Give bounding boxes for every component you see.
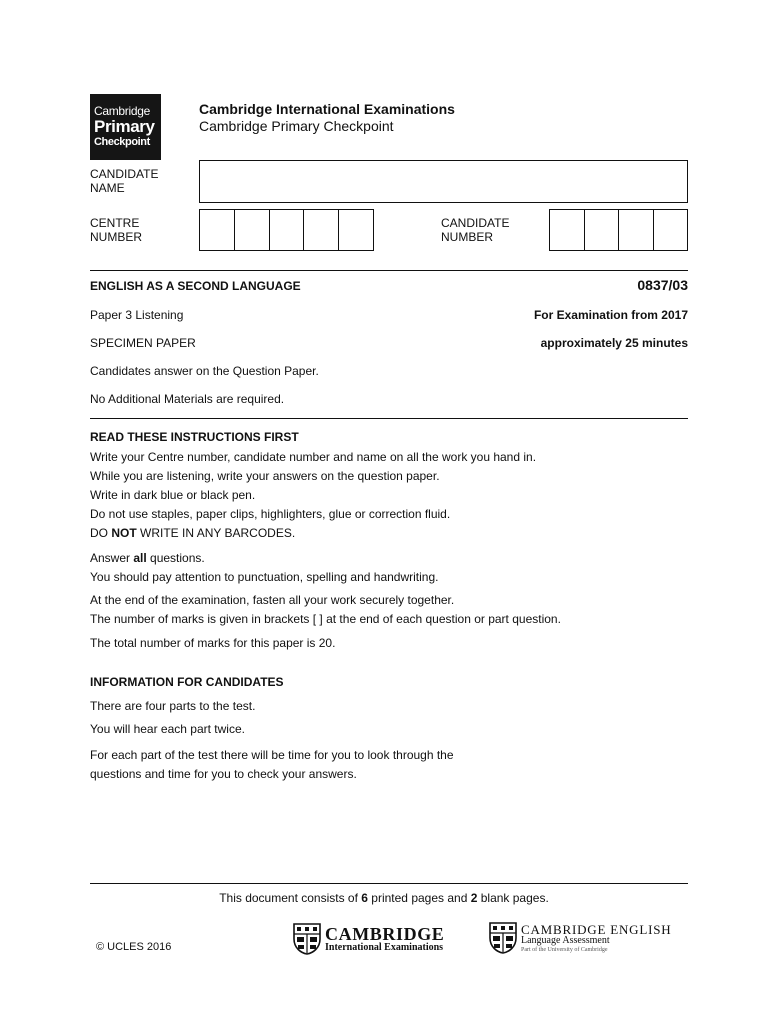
subject-title: ENGLISH AS A SECOND LANGUAGE [90,279,301,293]
divider [90,418,688,419]
instruction-line: The number of marks is given in brackets [ ] at the end of each question or part question. [90,612,561,626]
instruction-text: questions. [146,551,205,565]
logo-line-3: Checkpoint [94,136,150,148]
cambridge-english-wordmark-sub: Language Assessment [521,935,610,947]
shield-crest-icon [489,922,517,954]
instructions-block-2 [90,549,438,587]
centre-number-label [90,216,142,244]
instruction-line: You should pay attention to punctuation, spelling and handwriting. [90,570,439,584]
information-line: You will hear each part twice. [90,722,245,736]
candidate-number-digit-box[interactable] [550,210,585,250]
instructions-block-1 [90,448,536,543]
materials-note: No Additional Materials are required. [90,392,285,406]
candidate-name-label [90,167,158,195]
instructions-heading: READ THESE INSTRUCTIONS FIRST [90,430,299,444]
cambridge-english-wordmark: CAMBRIDGE ENGLISH [521,921,672,937]
centre-number-digit-box[interactable] [270,210,305,250]
shield-crest-icon [293,923,321,955]
copyright: © UCLES 2016 [96,941,172,953]
syllabus-code: 0837/03 [637,277,688,293]
divider [90,883,688,884]
cambridge-wordmark-sub: International Examinations [325,942,444,953]
information-line: There are four parts to the test. [90,699,256,713]
instruction-line [90,524,536,543]
paper-type: SPECIMEN PAPER [90,336,196,350]
paper-name: Paper 3 Listening [90,308,184,322]
page-count-note [0,891,768,905]
information-line: For each part of the test there will be time for you to look through the [90,748,454,762]
candidate-number-field[interactable] [549,209,688,251]
note-text: This document consists of [219,891,362,905]
candidate-number-digit-box[interactable] [619,210,654,250]
candidate-number-label-line-2: NUMBER [441,230,494,244]
organisation-subtitle: Cambridge Primary Checkpoint [199,118,394,134]
information-line: questions and time for you to check your answers. [90,767,357,781]
answer-on-note: Candidates answer on the Question Paper. [90,364,319,378]
instructions-block-4 [90,634,335,653]
centre-number-label-line-2: NUMBER [90,230,143,244]
instruction-line: At the end of the examination, fasten all your work securely together. [90,593,455,607]
duration: approximately 25 minutes [540,336,688,350]
candidate-name-label-line-2: NAME [90,181,125,195]
centre-number-field[interactable] [199,209,374,251]
instruction-line: Write your Centre number, candidate number and name on all the work you hand in. [90,450,537,464]
cambridge-international-logo [293,923,444,955]
note-text: blank pages. [477,891,549,905]
instruction-line: Do not use staples, paper clips, highlighters, glue or correction fluid. [90,507,451,521]
centre-number-digit-box[interactable] [339,210,373,250]
candidate-number-label [441,216,509,244]
instruction-emphasis: all [133,551,147,565]
candidate-number-digit-box[interactable] [585,210,620,250]
logo-line-2: Primary [94,117,155,136]
organisation-title: Cambridge International Examinations [199,101,455,117]
exam-from: For Examination from 2017 [533,308,688,322]
instruction-line: The total number of marks for this paper is 20. [90,636,336,650]
centre-number-digit-box[interactable] [200,210,235,250]
instruction-emphasis: NOT [111,526,137,540]
instruction-text: DO [90,526,112,540]
blank-page-count: 2 [470,891,478,905]
cambridge-primary-checkpoint-logo [90,94,161,160]
cambridge-english-logo [489,922,671,954]
candidate-name-field[interactable] [199,160,688,203]
cambridge-wordmark: CAMBRIDGE [325,924,445,944]
divider [90,270,688,271]
instruction-text: WRITE IN ANY BARCODES. [136,526,296,540]
information-heading: INFORMATION FOR CANDIDATES [90,675,284,689]
centre-number-digit-box[interactable] [304,210,339,250]
instruction-line: While you are listening, write your answers on the question paper. [90,469,440,483]
note-text: printed pages and [367,891,471,905]
centre-number-label-line-1: CENTRE [90,216,140,230]
logo-line-1: Cambridge [94,104,150,118]
instruction-text: Answer [90,551,134,565]
instructions-block-3 [90,591,561,629]
centre-number-digit-box[interactable] [235,210,270,250]
instruction-line [90,549,438,568]
cambridge-english-tagline: Part of the University of Cambridge [521,946,608,953]
candidate-number-digit-box[interactable] [654,210,688,250]
candidate-name-label-line-1: CANDIDATE [90,167,159,181]
information-block [90,746,454,784]
candidate-number-label-line-1: CANDIDATE [441,216,510,230]
instruction-line: Write in dark blue or black pen. [90,488,256,502]
printed-page-count: 6 [361,891,368,905]
